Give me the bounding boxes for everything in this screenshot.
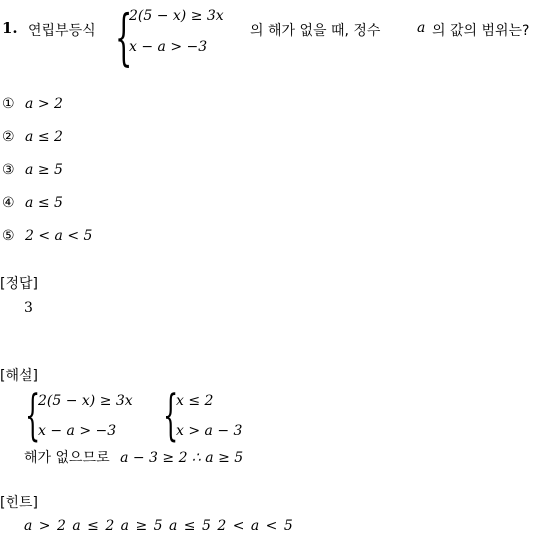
explanation-conclusion-math: a − 3 ≥ 2 ∴ a ≥ 5	[120, 450, 244, 466]
problem-suffix-2: 의 값의 범위는?	[432, 23, 530, 39]
explanation-system-1-brace: {	[25, 385, 41, 448]
explanation-system-1-line-1: 2(5 − x) ≥ 3x	[38, 393, 133, 409]
choice-mark: ②	[2, 129, 15, 145]
choice-3[interactable]	[2, 162, 63, 178]
choice-mark: ③	[2, 162, 15, 178]
choice-4[interactable]	[2, 195, 63, 211]
explanation-label: [해설]	[0, 368, 38, 384]
problem-inequality-1: 2(5 − x) ≥ 3x	[129, 8, 224, 24]
choice-2[interactable]	[2, 129, 63, 145]
choice-mark: ④	[2, 195, 15, 211]
explanation-conclusion	[24, 447, 243, 467]
answer-value: 3	[24, 300, 33, 316]
explanation-conclusion-text: 해가 없으므로	[24, 450, 110, 466]
choice-5[interactable]	[2, 228, 92, 244]
problem-system-brace: {	[115, 2, 133, 74]
explanation-system-2-brace: {	[163, 385, 179, 448]
problem-number: 1.	[2, 19, 18, 37]
hint-text: a > 2 a ≤ 2 a ≥ 5 a ≤ 5 2 < a < 5	[24, 518, 293, 534]
choice-mark: ⑤	[2, 228, 15, 244]
hint-label: [힌트]	[0, 495, 38, 511]
problem-prefix: 연립부등식	[28, 23, 96, 39]
explanation-system-2-line-2: x > a − 3	[176, 423, 243, 439]
choice-text: 2 < a < 5	[25, 228, 93, 244]
answer-label: [정답]	[0, 276, 38, 292]
explanation-system-2-line-1: x ≤ 2	[176, 393, 214, 409]
choice-text: a ≤ 5	[25, 195, 63, 211]
choice-text: a ≥ 5	[25, 162, 63, 178]
explanation-system-1-line-2: x − a > −3	[38, 423, 117, 439]
choice-mark: ①	[2, 96, 15, 112]
problem-inequality-2: x − a > −3	[129, 39, 208, 55]
problem-suffix: 의 해가 없을 때, 정수	[250, 23, 381, 39]
choice-text: a > 2	[25, 96, 63, 112]
problem-variable: a	[417, 20, 426, 36]
choice-1[interactable]	[2, 96, 63, 112]
choice-text: a ≤ 2	[25, 129, 63, 145]
